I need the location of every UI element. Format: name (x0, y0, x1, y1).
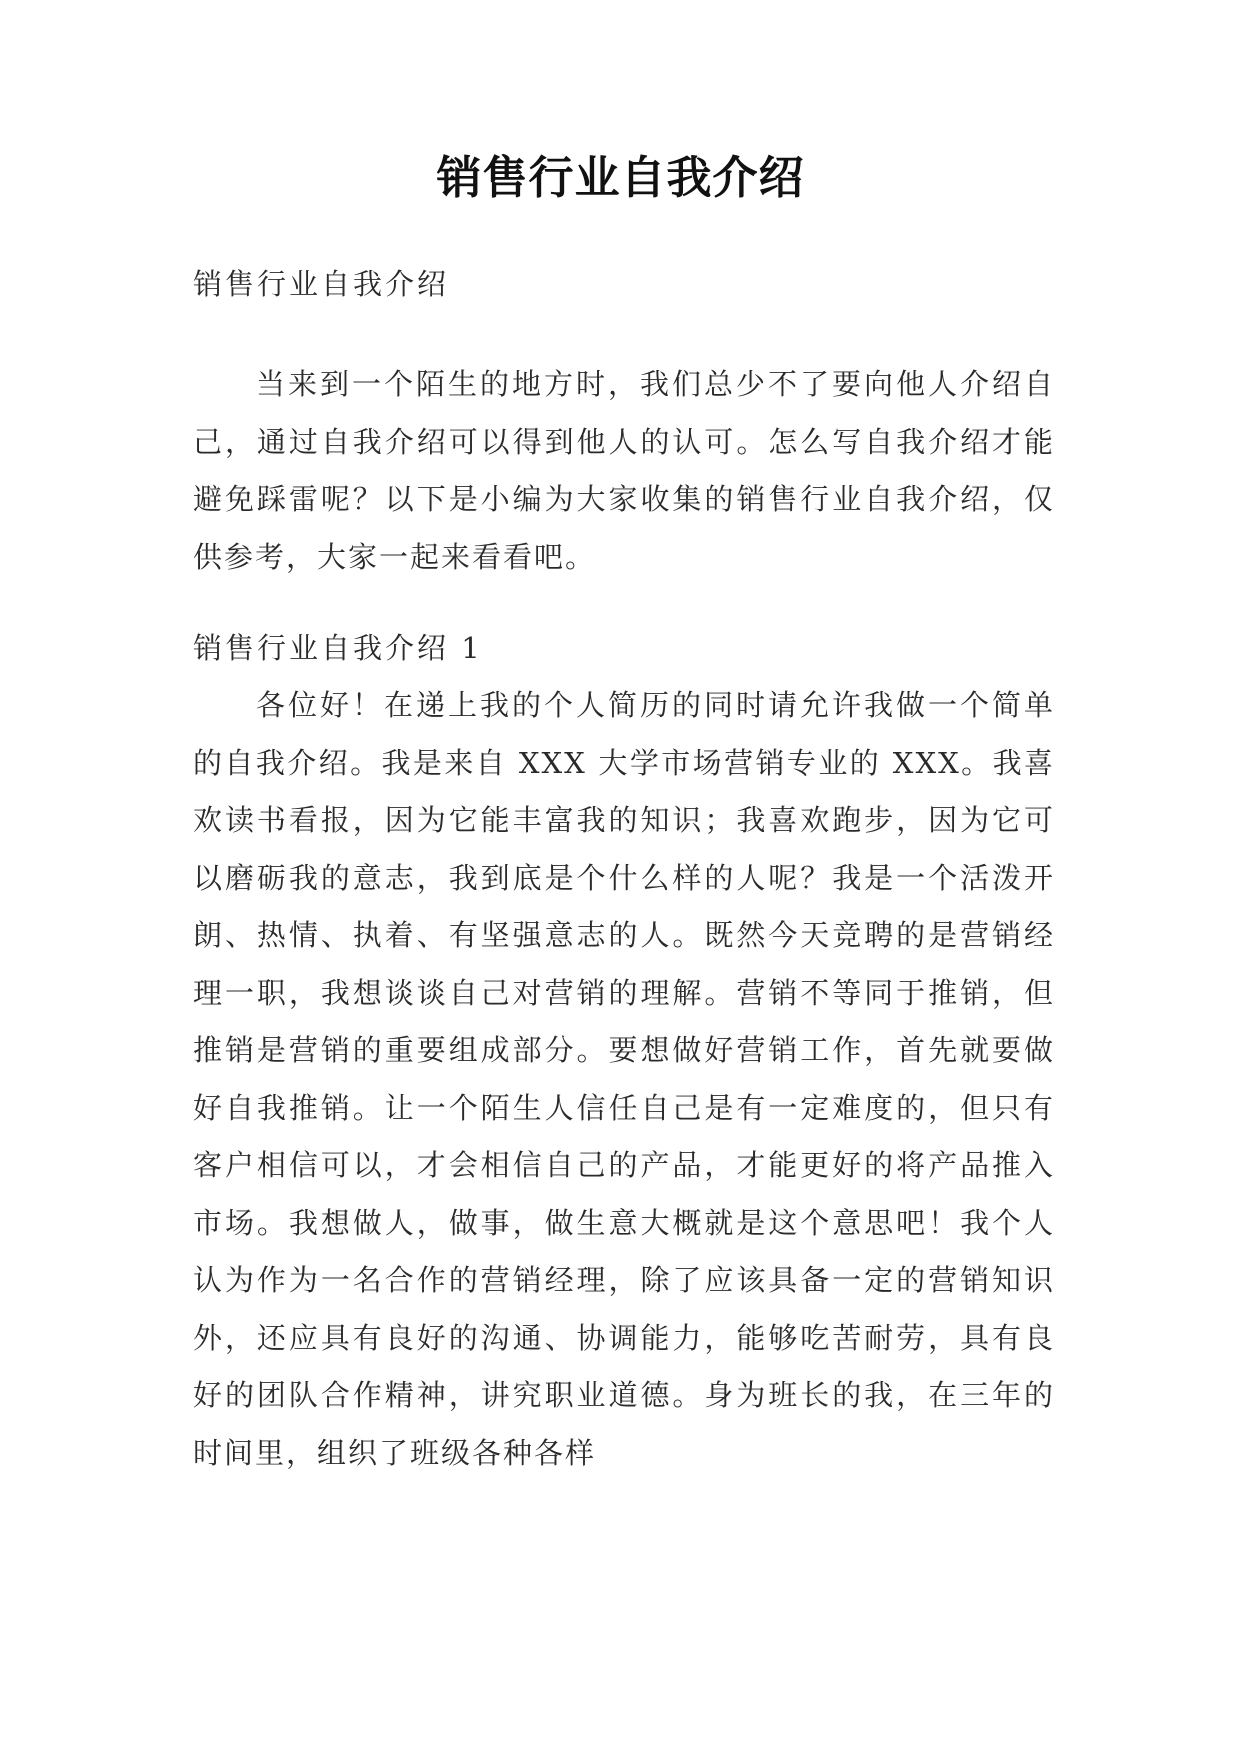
intro-paragraph (193, 356, 1055, 586)
section1-paragraph-text: 各位好！在递上我的个人简历的同时请允许我做一个简单的自我介绍。我是来自 XXX 大学市场营销专业的 XXX。我喜欢读书看报，因为它能丰富我的知识；我喜欢跑步，因为它可以磨砺我的意志，我到底是个什么样的人呢？我是一个活泼开朗、热情、执着、有坚强意志的人。既然今天竞聘的是营销经理一职，我想谈谈自己对营销的理解。营销不等同于推销，但推销是营销的重要组成部分。要想做好营销工作，首先就要做好自我推销。让一个陌生人信任自己是有一定难度的，但只有客户相信可以，才会相信自己的产品，才能更好的将产品推入市场。我想做人，做事，做生意大概就是这个意思吧！我个人认为作为一名合作的营销经理，除了应该具备一定的营销知识外，还应具有良好的沟通、协调能力，能够吃苦耐劳，具有良好的团队合作精神，讲究职业道德。身为班长的我，在三年的时间里，组织了班级各种各样 (193, 688, 1055, 1470)
document-subtitle: 销售行业自我介绍 (193, 267, 450, 301)
section1-heading: 销售行业自我介绍 1 (193, 631, 483, 665)
intro-block (193, 356, 1055, 586)
section1-paragraph (193, 677, 1055, 1482)
document-title: 销售行业自我介绍 (436, 151, 805, 204)
section1-block (193, 620, 1055, 1482)
subtitle-block (193, 256, 1055, 313)
intro-paragraph-text: 当来到一个陌生的地方时，我们总少不了要向他人介绍自己，通过自我介绍可以得到他人的认可。怎么写自我介绍才能避免踩雷呢？以下是小编为大家收集的销售行业自我介绍，仅供参考，大家一起来看看吧。 (193, 367, 1055, 574)
